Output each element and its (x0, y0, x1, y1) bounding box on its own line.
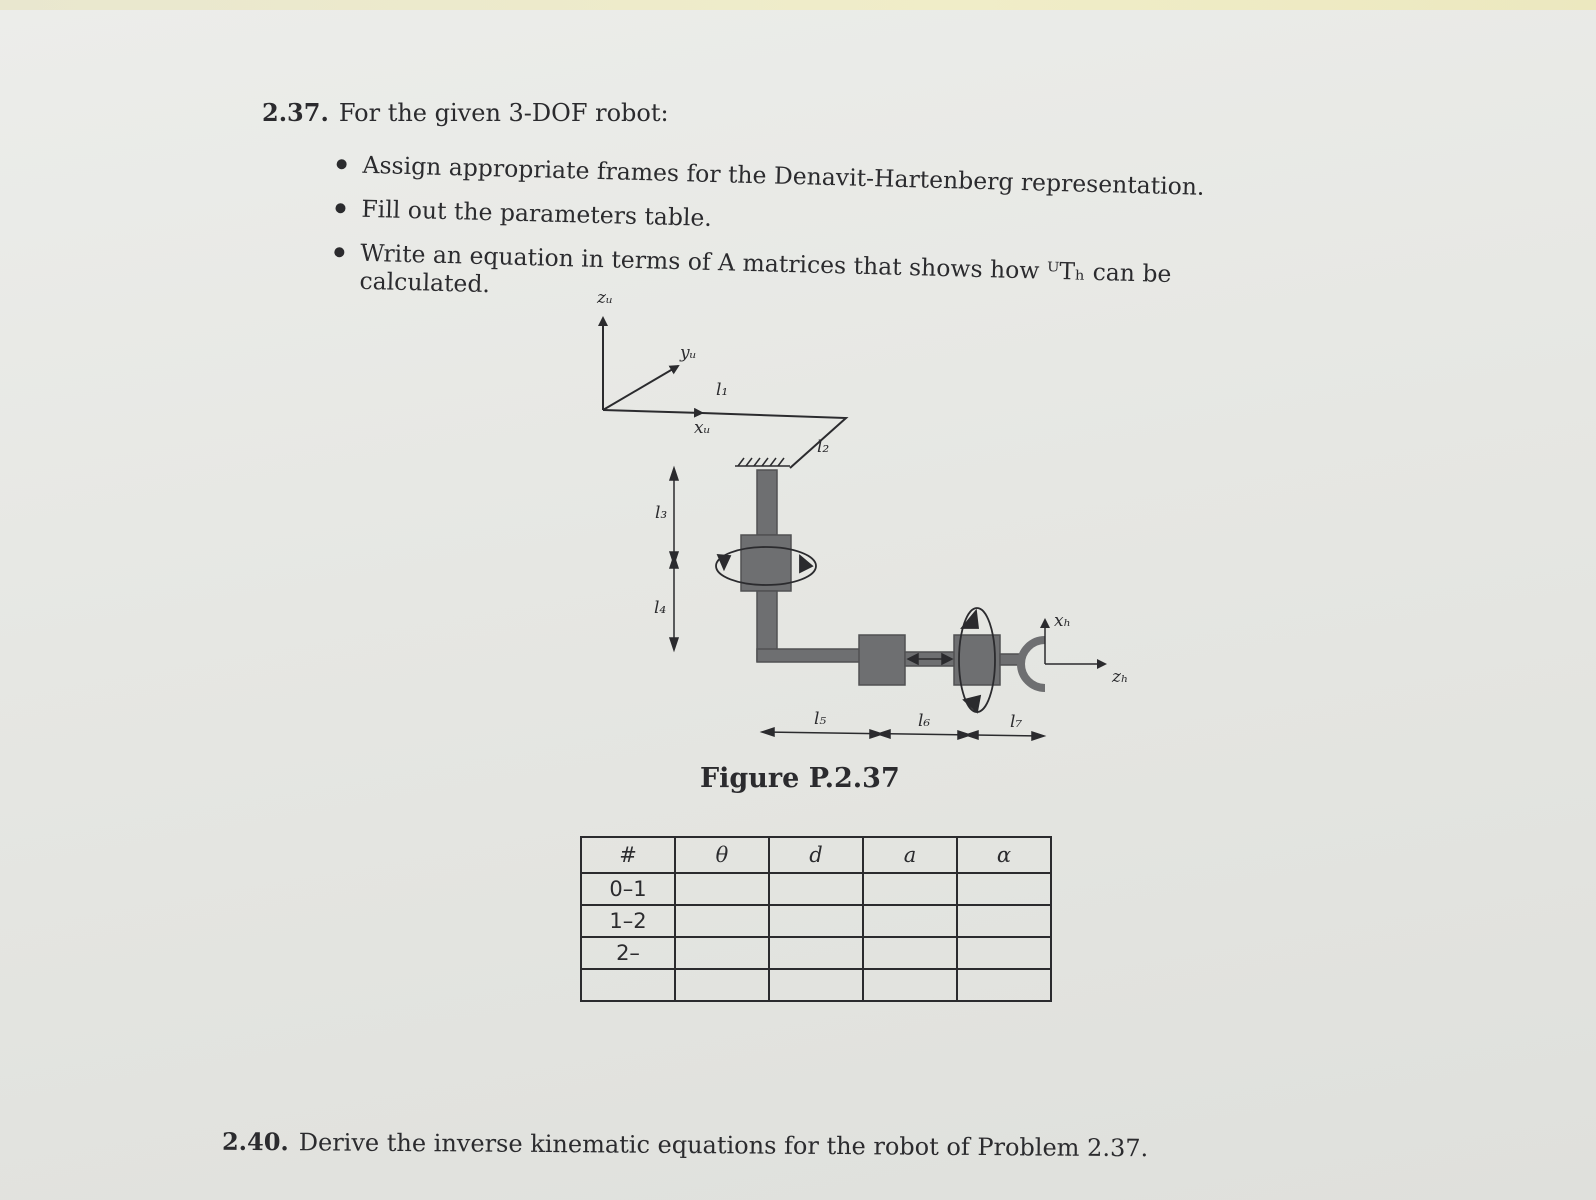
bullet-text: Assign appropriate frames for the Denavit-Hartenberg representation. (362, 150, 1205, 201)
robot-body (741, 470, 1024, 685)
yU-label: yᵤ (680, 343, 697, 363)
robot-figure (570, 280, 1170, 760)
dh-parameters-table (580, 836, 1052, 1002)
problem-text: Derive the inverse kinematic equations for the robot of Problem 2.37. (298, 1128, 1149, 1163)
table-cell (769, 905, 863, 937)
bullet-text: Fill out the parameters table. (361, 194, 713, 232)
table-cell (675, 873, 769, 905)
table-cell (769, 873, 863, 905)
bullet-dot-icon (334, 247, 344, 257)
table-cell (863, 905, 957, 937)
zU-label: zᵤ (597, 288, 613, 308)
gripper-icon (1021, 640, 1045, 688)
column-header: α (957, 837, 1051, 873)
bullet-text: Write an equation in terms of A matrices that shows how ᵁTₕ can be calculated. (359, 238, 1172, 299)
page-top-edge (0, 0, 1596, 10)
column-header: d (769, 837, 863, 873)
table-cell (675, 905, 769, 937)
table-cell (957, 873, 1051, 905)
xU-label: xᵤ (694, 418, 711, 438)
bullet-dot-icon (337, 159, 347, 169)
base-link (757, 470, 777, 535)
y-axis-arrow (603, 366, 678, 410)
xH-label: xₕ (1054, 611, 1071, 631)
table-cell (769, 937, 863, 969)
table-row (581, 873, 1051, 905)
l5-label: l₅ (814, 709, 827, 729)
l7-label: l₇ (1010, 712, 1023, 732)
table-row (581, 905, 1051, 937)
l2-label: l₂ (817, 437, 830, 457)
table-row (581, 937, 1051, 969)
table-cell (769, 969, 863, 1001)
table-cell (957, 905, 1051, 937)
l4-label: l₄ (654, 598, 667, 618)
ground-hatch (735, 458, 790, 466)
l3-label: l₃ (655, 503, 668, 523)
x-axis-arrow (603, 410, 702, 413)
revolute-joint-1 (741, 535, 791, 591)
table-row (581, 969, 1051, 1001)
prismatic-joint-housing (859, 635, 905, 685)
column-header: a (863, 837, 957, 873)
table-cell (957, 969, 1051, 1001)
vertical-dimension (670, 468, 678, 650)
problem-number: 2.37. (262, 98, 329, 127)
horizontal-link (757, 649, 860, 662)
problem-2-37-heading (262, 98, 669, 127)
table-cell (675, 969, 769, 1001)
figure-caption: Figure P.2.37 (700, 763, 900, 794)
table-cell: 0–1 (581, 873, 675, 905)
table-cell (957, 937, 1051, 969)
table-cell (675, 937, 769, 969)
problem-number: 2.40. (221, 1126, 289, 1157)
bullet-dot-icon (335, 203, 345, 213)
zH-label: zₕ (1112, 667, 1129, 687)
table-cell: 1–2 (581, 905, 675, 937)
table-cell (581, 969, 675, 1001)
table-cell: 2– (581, 937, 675, 969)
column-header: θ (675, 837, 769, 873)
revolute-joint-3 (954, 635, 1000, 685)
horizontal-dimension (762, 728, 1044, 740)
problem-prompt: For the given 3-DOF robot: (338, 99, 669, 127)
problem-2-40 (222, 1127, 1148, 1162)
table-cell (863, 873, 957, 905)
table-cell (863, 937, 957, 969)
l1-label: l₁ (716, 380, 729, 400)
table-header-row (581, 837, 1051, 873)
column-header: # (581, 837, 675, 873)
table-cell (863, 969, 957, 1001)
l6-label: l₆ (918, 711, 931, 731)
